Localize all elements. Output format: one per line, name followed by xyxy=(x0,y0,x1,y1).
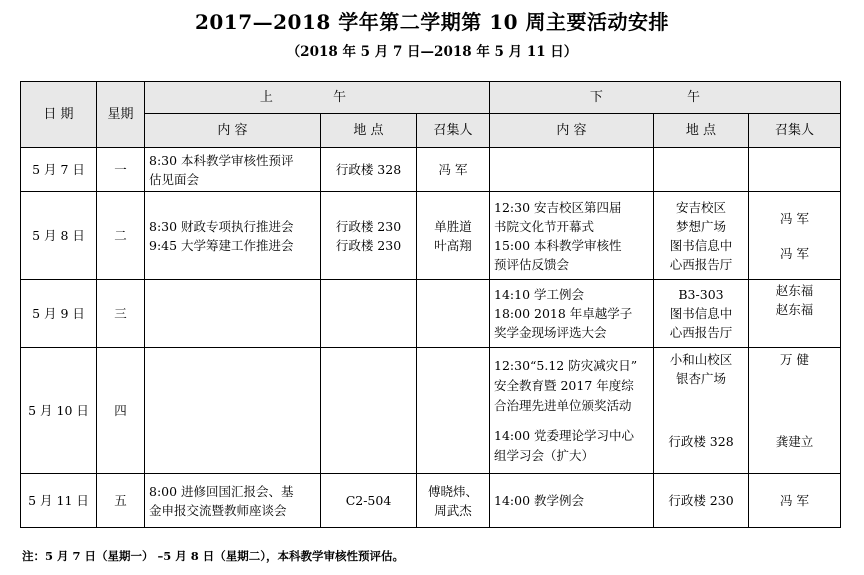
table-row xyxy=(21,192,841,280)
pm-location: B3-303 图书信息中 心西报告厅 xyxy=(654,280,749,348)
pm-convener: 万 健 龚建立 xyxy=(749,348,841,474)
am-convener xyxy=(417,280,490,348)
footnote: 注：5 月 7 日（星期一） –5 月 8 日（星期二），本科教学审核性预评估。 xyxy=(22,549,405,563)
schedule-table xyxy=(20,81,841,528)
am-location: 行政楼 230 行政楼 230 xyxy=(321,192,417,280)
am-location xyxy=(321,348,417,474)
row-date: 5 月 11 日 xyxy=(21,474,97,528)
pm-convener: 赵东福 赵东福 xyxy=(749,280,841,348)
pm-content xyxy=(490,148,654,192)
table-row xyxy=(21,148,841,192)
header-weekday: 星期 xyxy=(97,82,145,148)
row-weekday: 四 xyxy=(97,348,145,474)
am-content: 8:00 进修回国汇报会、基 金申报交流暨教师座谈会 xyxy=(145,474,321,528)
table-row xyxy=(21,348,841,474)
pm-location: 行政楼 230 xyxy=(654,474,749,528)
header-date: 日 期 xyxy=(21,82,97,148)
pm-location: 小和山校区 银杏广场 行政楼 328 xyxy=(654,348,749,474)
pm-convener xyxy=(749,148,841,192)
date-range-subtitle: （2018 年 5 月 7 日—2018 年 5 月 11 日） xyxy=(286,44,578,60)
row-date: 5 月 8 日 xyxy=(21,192,97,280)
pm-content: 14:00 教学例会 xyxy=(490,474,654,528)
page-title: 2017—2018 学年第二学期第 10 周主要活动安排 xyxy=(194,10,670,34)
pm-content: 12:30“5.12 防灾减灾日” 安全教育暨 2017 年度综 合治理先进单位颁奖活动 14:00 党委理论学习中心 组学习会（扩大） xyxy=(490,348,654,474)
am-content xyxy=(145,348,321,474)
pm-content: 14:10 学工例会 18:00 2018 年卓越学子 奖学金现场评选大会 xyxy=(490,280,654,348)
row-weekday: 三 xyxy=(97,280,145,348)
row-weekday: 五 xyxy=(97,474,145,528)
header-am-content: 内 容 xyxy=(145,114,321,148)
am-content xyxy=(145,280,321,348)
pm-convener: 冯 军 冯 军 xyxy=(749,192,841,280)
am-convener: 单胜道 叶高翔 xyxy=(417,192,490,280)
pm-convener: 冯 军 xyxy=(749,474,841,528)
am-location xyxy=(321,280,417,348)
am-content: 8:30 财政专项执行推进会 9:45 大学筹建工作推进会 xyxy=(145,192,321,280)
row-weekday: 二 xyxy=(97,192,145,280)
am-content: 8:30 本科教学审核性预评 估见面会 xyxy=(145,148,321,192)
table-row xyxy=(21,280,841,348)
header-am-convener: 召集人 xyxy=(417,114,490,148)
header-pm-location: 地 点 xyxy=(654,114,749,148)
pm-location: 安吉校区 梦想广场 图书信息中 心西报告厅 xyxy=(654,192,749,280)
header-pm-convener: 召集人 xyxy=(749,114,841,148)
am-location: C2-504 xyxy=(321,474,417,528)
row-date: 5 月 7 日 xyxy=(21,148,97,192)
am-convener: 傅晓炜、 周武杰 xyxy=(417,474,490,528)
row-weekday: 一 xyxy=(97,148,145,192)
am-convener xyxy=(417,348,490,474)
header-am-location: 地 点 xyxy=(321,114,417,148)
am-convener: 冯 军 xyxy=(417,148,490,192)
header-pm-content: 内 容 xyxy=(490,114,654,148)
pm-location xyxy=(654,148,749,192)
header-morning: 上 午 xyxy=(145,82,490,114)
pm-content: 12:30 安吉校区第四届 书院文化节开幕式 15:00 本科教学审核性 预评估反馈会 xyxy=(490,192,654,280)
am-location: 行政楼 328 xyxy=(321,148,417,192)
row-date: 5 月 10 日 xyxy=(21,348,97,474)
header-afternoon: 下 午 xyxy=(490,82,841,114)
table-row xyxy=(21,474,841,528)
row-date: 5 月 9 日 xyxy=(21,280,97,348)
